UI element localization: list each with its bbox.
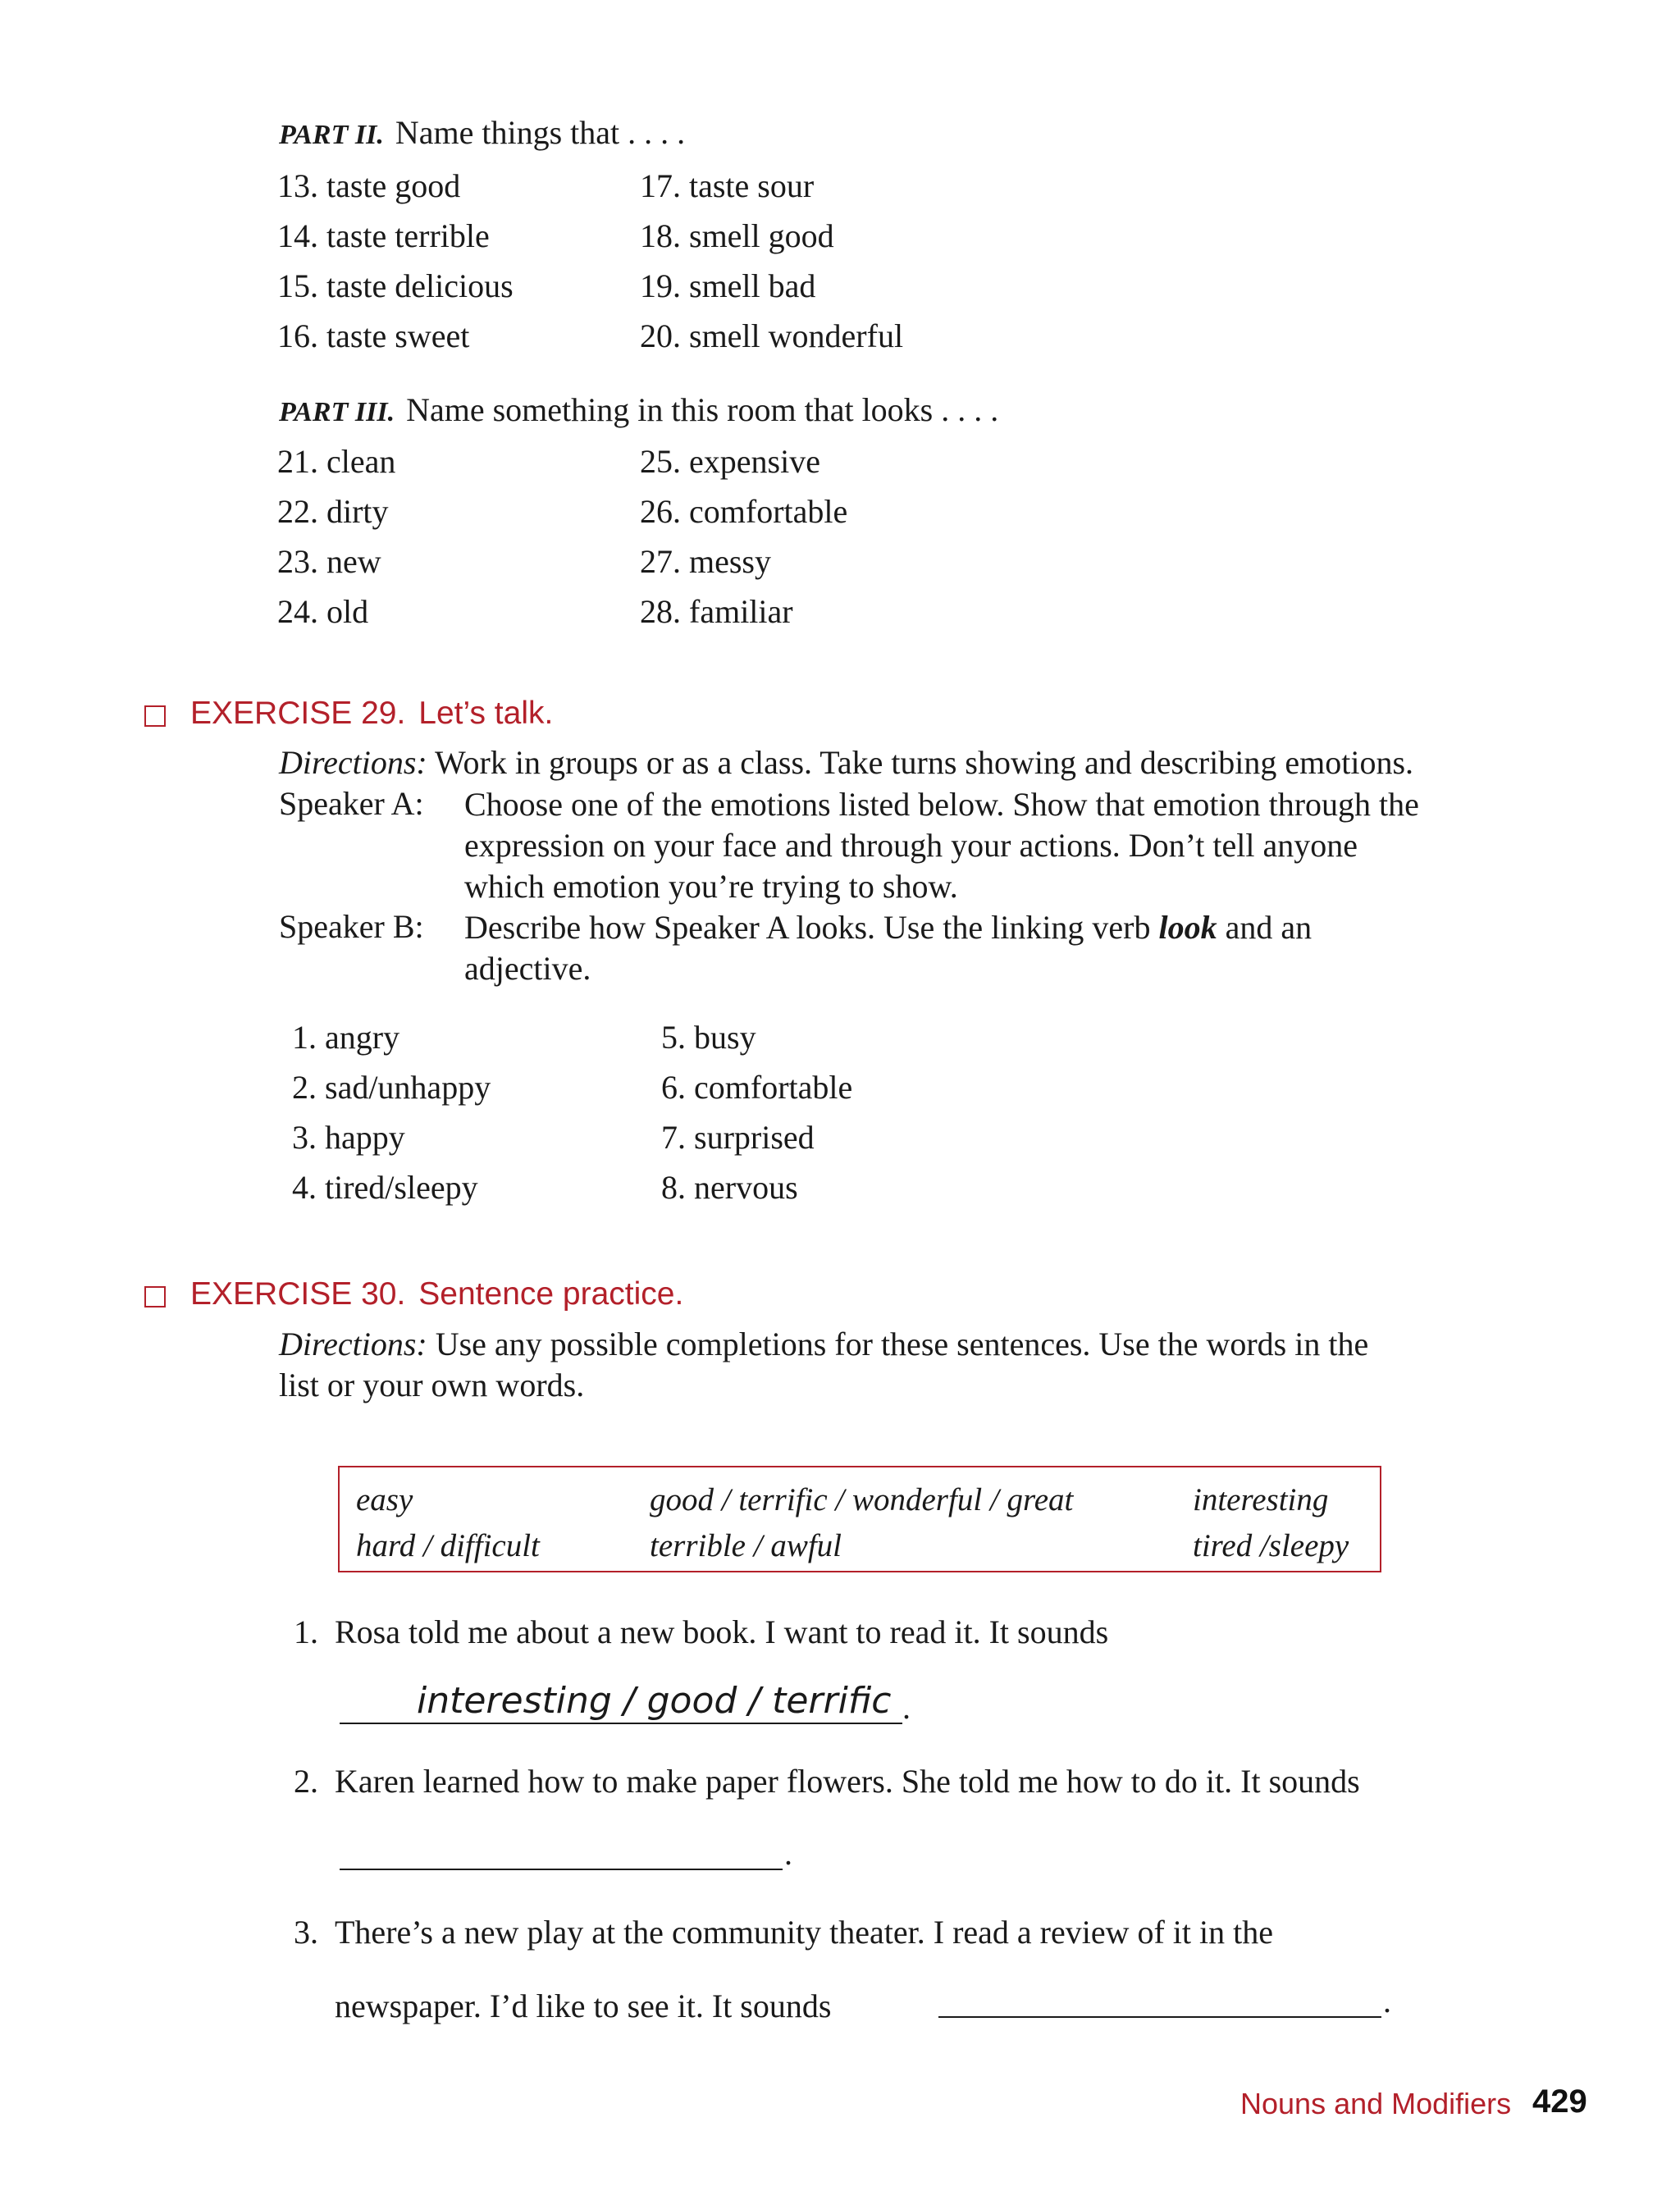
directions-text: Work in groups or as a class. Take turns showing and describing emotions.	[434, 744, 1414, 781]
list-item: 13. taste good	[277, 167, 461, 204]
list-item: 6. comfortable	[661, 1069, 853, 1106]
list-item: 2. sad/unhappy	[292, 1069, 491, 1106]
word-box	[338, 1466, 1381, 1572]
exercise30-heading	[190, 1276, 683, 1312]
list-item: 1. angry	[292, 1019, 400, 1056]
directions-label: Directions:	[279, 1326, 427, 1362]
part3-label: PART III.	[279, 397, 395, 427]
list-item: 5. busy	[661, 1019, 756, 1056]
speaker-a-label: Speaker A:	[279, 785, 424, 822]
list-item: 18. smell good	[640, 217, 834, 254]
emotions-right-list	[648, 1012, 852, 1212]
exercise29-title: Let’s talk.	[418, 696, 554, 731]
list-item: 21. clean	[277, 443, 396, 480]
sentence-item-2: 2. Karen learned how to make paper flowers. She told me how to do it. It sounds	[294, 1763, 1360, 1800]
list-item: 23. new	[277, 543, 381, 580]
part2-prompt: Name things that . . . .	[395, 114, 686, 151]
list-item: 16. taste sweet	[277, 317, 470, 354]
speaker-b-text: Describe how Speaker A looks. Use the linking verb look and an adjective.	[464, 909, 1312, 987]
chapter-title: Nouns and Modifiers	[1240, 2087, 1512, 2120]
sentence-item-3-line2: newspaper. I’d like to see it. It sounds	[335, 1987, 832, 2024]
sentence-item-1: 1. Rosa told me about a new book. I want to read it. It sounds	[294, 1613, 1109, 1650]
period: .	[1383, 1983, 1391, 2019]
period: .	[902, 1689, 911, 1726]
list-item: 28. familiar	[640, 593, 793, 630]
part2-label: PART II.	[279, 120, 384, 150]
list-item: 25. expensive	[640, 443, 820, 480]
part3-heading	[279, 390, 998, 429]
list-item: 20. smell wonderful	[640, 317, 904, 354]
list-item: 8. nervous	[661, 1169, 798, 1206]
exercise30-directions: Directions: Use any possible completions for these sentences. Use the words in the list or your own words.	[279, 1326, 1369, 1403]
part3-left-list	[269, 436, 395, 637]
list-item: 22. dirty	[277, 493, 389, 530]
list-item: 24. old	[277, 593, 369, 630]
list-item: 14. taste terrible	[277, 217, 490, 254]
word-box-col3: interesting tired /sleepy	[1193, 1482, 1349, 1563]
part3-right-list	[632, 436, 847, 637]
list-item: 15. taste delicious	[277, 267, 514, 304]
exercise29-directions	[279, 743, 1413, 782]
exercise30-number: EXERCISE 30.	[190, 1276, 406, 1312]
word-box-col1: easy hard / difficult	[356, 1482, 540, 1563]
part2-heading	[279, 113, 685, 152]
list-item: 19. smell bad	[640, 267, 816, 304]
speaker-b-label: Speaker B:	[279, 908, 424, 945]
sentence-item-3: 3. There’s a new play at the community theater. I read a review of it in the	[294, 1914, 1274, 1951]
directions-label: Directions:	[279, 744, 427, 781]
exercise29-checkbox[interactable]	[144, 705, 166, 727]
speaker-a-text: Choose one of the emotions listed below. Show that emotion through the expression on your face and through your actions. Don’t tell anyone which emotion you’re trying to show.	[464, 786, 1419, 905]
emotions-left-list	[279, 1012, 491, 1212]
period: .	[784, 1835, 792, 1872]
part2-left-list	[269, 161, 514, 361]
page-number: 429	[1532, 2083, 1587, 2120]
answer-blank-1[interactable]	[340, 1723, 902, 1724]
list-item: 7. surprised	[661, 1119, 815, 1156]
list-item: 26. comfortable	[640, 493, 848, 530]
list-item: 3. happy	[292, 1119, 405, 1156]
exercise30-title: Sentence practice.	[418, 1276, 684, 1312]
answer-blank-2[interactable]	[340, 1869, 783, 1870]
part2-right-list	[632, 161, 903, 361]
word-box-col2: good / terrific / wonderful / great terrible / awful	[650, 1482, 1074, 1563]
exercise29-number: EXERCISE 29.	[190, 696, 406, 731]
exercise30-checkbox[interactable]	[144, 1286, 166, 1307]
answer-1-text: interesting / good / terrific	[417, 1680, 892, 1722]
list-item: 17. taste sour	[640, 167, 815, 204]
list-item: 4. tired/sleepy	[292, 1169, 478, 1206]
list-item: 27. messy	[640, 543, 771, 580]
answer-blank-3[interactable]	[938, 2016, 1381, 2018]
part3-prompt: Name something in this room that looks . . . .	[406, 391, 999, 428]
exercise29-heading	[190, 696, 553, 732]
